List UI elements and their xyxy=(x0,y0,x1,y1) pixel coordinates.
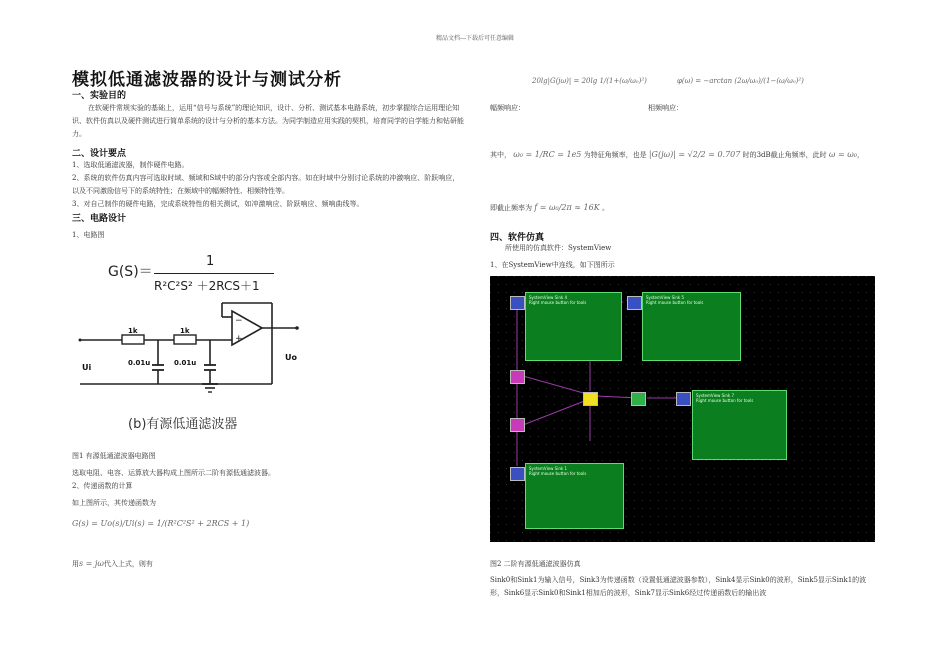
sink-4-subtitle: Right mouse button for tools xyxy=(529,300,587,305)
section-2-item-3: 3、对自己制作的硬件电路，完成系统特性的相关测试，如冲激响应、阶跃响应、频响曲线等。 xyxy=(72,200,364,208)
sink-7-subtitle: Right mouse button for tools xyxy=(696,398,754,403)
sink-1-label xyxy=(529,466,586,476)
sink-5-title: SystemView Sink 5 xyxy=(646,295,684,300)
cutoff-text: 时的3dB截止角频率，此时 xyxy=(742,151,827,159)
sink-5-subtitle: Right mouse button for tools xyxy=(646,300,704,305)
transfer-function-token[interactable] xyxy=(631,392,646,406)
systemview-subheading: 1、在SystemView中连线，如下图所示 xyxy=(490,261,615,269)
circuit-schematic xyxy=(72,243,337,441)
svg-text:+: + xyxy=(235,334,243,344)
document-title: 模拟低通滤波器的设计与测试分析 xyxy=(72,70,342,90)
sink-4-window[interactable] xyxy=(525,292,622,361)
characteristic-frequency-line xyxy=(490,148,864,162)
transfer-function-formula: G(s) = Uo(s)/Ui(s) = 1/(R²C²S² + 2RCS + 1) xyxy=(72,519,250,528)
sink-1-window[interactable] xyxy=(525,463,624,529)
amplitude-label: 幅频响应： xyxy=(490,104,525,112)
sink-5-label xyxy=(646,295,703,305)
sink-1-title: SystemView Sink 1 xyxy=(529,466,567,471)
sink-4-token[interactable] xyxy=(510,296,525,310)
period: 。 xyxy=(601,204,609,212)
feature-text: 为特征角频率，也是 xyxy=(583,151,647,159)
phase-formula: φ(ω) = −arctan (2ω/ω₀)/(1−(ω/ω₀)²) xyxy=(677,77,804,85)
sink-7-label xyxy=(696,393,753,403)
circuit-subheading: 1、电路图 xyxy=(72,231,105,239)
sink-5-window[interactable] xyxy=(642,292,741,361)
substitute-text xyxy=(72,557,153,571)
software-text: 所使用的仿真软件：SystemView xyxy=(505,244,612,252)
section-heading-3: 三、电路设计 xyxy=(72,214,127,224)
among-label: 其中， xyxy=(490,151,511,159)
resistor-r2-label: 1k xyxy=(180,327,190,335)
section-heading-2: 二、设计要点 xyxy=(72,149,127,159)
circuit-caption: (b)有源低通滤波器 xyxy=(128,417,238,432)
sink-7-token[interactable] xyxy=(676,392,691,406)
adder-token[interactable] xyxy=(583,392,598,406)
transfer-function-intro: 如上图所示，其传递函数为 xyxy=(72,499,156,507)
section-2-item-2: 2、系统的软件仿真内容可选取时域、频域和S域中的部分内容或全部内容。如在时域中分别讨论系统的冲激响应、阶跃响应，以及不同激励信号下的系统特性；在频域中的幅频特性、相频特性等。 xyxy=(72,174,460,195)
gain-formula: |G(jω)| = √2/2 = 0.707 xyxy=(648,150,741,159)
figure-1-caption: 图1 有源低通滤波器电路图 xyxy=(72,452,156,460)
substitute-lead: 用 xyxy=(72,560,79,568)
section-heading-4: 四、软件仿真 xyxy=(490,233,545,243)
circuit-formula-lhs: G(S)＝ xyxy=(108,264,153,280)
figure-2-text: Sink0和Sink1为输入信号，Sink3为传递函数（设置低通滤波器参数），Sink4显示Sink0的波形，Sink5显示Sink1的波形，Sink6显示Sink0和Sink1相加后的波形，Sink7显示Sink6经过传递函数后的输出波 xyxy=(490,576,867,597)
comma: ， xyxy=(856,151,864,159)
sink-4-label xyxy=(529,295,586,305)
resistor-r1-label: 1k xyxy=(128,327,138,335)
circuit-diagram xyxy=(72,243,337,441)
source-1-token[interactable] xyxy=(510,418,525,432)
sink-1-token[interactable] xyxy=(510,467,525,481)
circuit-formula-numerator: 1 xyxy=(206,254,215,269)
substitute-tail: 代入上式，则有 xyxy=(103,560,153,568)
substitute-expression: s = jω xyxy=(79,559,104,568)
capacitor-c2-label: 0.01u xyxy=(174,359,197,367)
resistor-r2 xyxy=(174,335,196,344)
sink-5-token[interactable] xyxy=(627,296,642,310)
sink-1-subtitle: Right mouse button for tools xyxy=(529,471,587,476)
figure-2-caption: 图2 二阶有源低通滤波器仿真 xyxy=(490,560,581,568)
resistor-r1 xyxy=(122,335,144,344)
capacitor-c1-label: 0.01u xyxy=(128,359,151,367)
cutoff-frequency-line xyxy=(490,201,609,215)
omega-zero-formula: ω₀ = 1/RC = 1e5 xyxy=(513,150,582,159)
amplitude-formula: 20lg|G(jω)| = 20lg 1/(1+(ω/ω₀)²) xyxy=(532,77,647,85)
circuit-formula-denominator: R²C²S² ＋2RCS＋1 xyxy=(154,279,260,293)
section-heading-1: 一、实验目的 xyxy=(72,91,127,101)
sink-4-title: SystemView Sink 4 xyxy=(529,295,567,300)
figure-1-text: 选取电阻、电容、运算放大器构成上图所示二阶有源低通滤波器。 xyxy=(72,469,275,477)
output-voltage-label: Uo xyxy=(285,353,297,362)
transfer-function-subheading: 2、传递函数的计算 xyxy=(72,482,133,490)
cutoff-frequency-label: 即截止频率为 xyxy=(490,204,532,212)
svg-text:−: − xyxy=(235,316,243,326)
cutoff-frequency-formula: f = ω₀/2π ≈ 16K xyxy=(534,203,600,212)
sink-7-window[interactable] xyxy=(692,390,787,460)
section-1-text: 在软硬件常规实验的基础上，运用“信号与系统”的理论知识，设计、分析、测试基本电路系统，初步掌握综合运用理论知识、软件仿真以及硬件测试进行简单系统的设计与分析的基本方法。为同学制造应用实践的契机，培育同学的自学能力和钻研能力。 xyxy=(72,104,464,138)
page-header-note: 精品文档---下载后可任意编辑 xyxy=(435,35,515,42)
phase-label: 相频响应： xyxy=(648,104,683,112)
sink-7-title: SystemView Sink 7 xyxy=(696,393,734,398)
source-0-token[interactable] xyxy=(510,370,525,384)
section-2-item-1: 1、选取低通滤波器，制作硬件电路。 xyxy=(72,161,189,169)
omega-equals: ω = ω₀ xyxy=(828,150,857,159)
systemview-canvas xyxy=(490,276,875,542)
input-voltage-label: Ui xyxy=(82,363,92,372)
